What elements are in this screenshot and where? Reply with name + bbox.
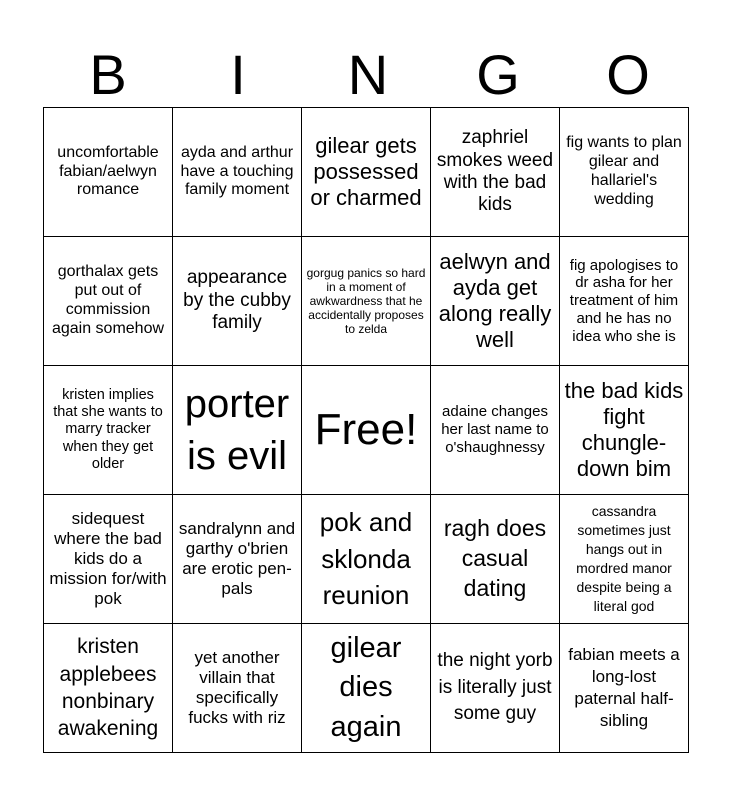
header-letter-i: I: [230, 43, 246, 106]
bingo-cell[interactable]: zaphriel smokes weed with the bad kids: [431, 108, 560, 237]
bingo-cell[interactable]: sidequest where the bad kids do a mission for/with pok: [44, 495, 173, 624]
bingo-header: [43, 42, 693, 108]
bingo-cell[interactable]: pok and sklonda reunion: [302, 495, 431, 624]
bingo-cell[interactable]: porter is evil: [173, 366, 302, 495]
header-letter-b: B: [89, 43, 127, 106]
bingo-cell[interactable]: gorgug panics so hard in a moment of awkwardness that he accidentally proposes to zelda: [302, 237, 431, 366]
bingo-cell[interactable]: uncomfortable fabian/aelwyn romance: [44, 108, 173, 237]
bingo-cell[interactable]: appearance by the cubby family: [173, 237, 302, 366]
bingo-cell[interactable]: gilear gets possessed or charmed: [302, 108, 431, 237]
header-letter-n: N: [347, 43, 389, 106]
bingo-cell[interactable]: ayda and arthur have a touching family moment: [173, 108, 302, 237]
bingo-cell[interactable]: gilear dies again: [302, 624, 431, 753]
bingo-cell[interactable]: kristen applebees nonbinary awakening: [44, 624, 173, 753]
grid-row: [44, 495, 689, 624]
bingo-cell[interactable]: fig wants to plan gilear and hallariel's wedding: [560, 108, 689, 237]
grid-row: [44, 237, 689, 366]
grid-row: [44, 108, 689, 237]
bingo-cell[interactable]: the bad kids fight chungle-down bim: [560, 366, 689, 495]
bingo-cell[interactable]: gorthalax gets put out of commission again somehow: [44, 237, 173, 366]
header-letter-o: O: [606, 43, 650, 106]
bingo-cell[interactable]: cassandra sometimes just hangs out in mordred manor despite being a literal god: [560, 495, 689, 624]
bingo-cell[interactable]: fabian meets a long-lost paternal half-sibling: [560, 624, 689, 753]
bingo-cell[interactable]: the night yorb is literally just some guy: [431, 624, 560, 753]
bingo-grid: [43, 107, 689, 753]
bingo-cell[interactable]: fig apologises to dr asha for her treatment of him and he has no idea who she is: [560, 237, 689, 366]
bingo-cell[interactable]: aelwyn and ayda get along really well: [431, 237, 560, 366]
bingo-cell[interactable]: adaine changes her last name to o'shaughnessy: [431, 366, 560, 495]
grid-row: [44, 366, 689, 495]
grid-row: [44, 624, 689, 753]
bingo-cell[interactable]: sandralynn and garthy o'brien are erotic pen-pals: [173, 495, 302, 624]
free-cell[interactable]: Free!: [302, 366, 431, 495]
bingo-cell[interactable]: yet another villain that specifically fucks with riz: [173, 624, 302, 753]
bingo-cell[interactable]: ragh does casual dating: [431, 495, 560, 624]
bingo-cell[interactable]: kristen implies that she wants to marry tracker when they get older: [44, 366, 173, 495]
header-letter-g: G: [476, 43, 520, 106]
